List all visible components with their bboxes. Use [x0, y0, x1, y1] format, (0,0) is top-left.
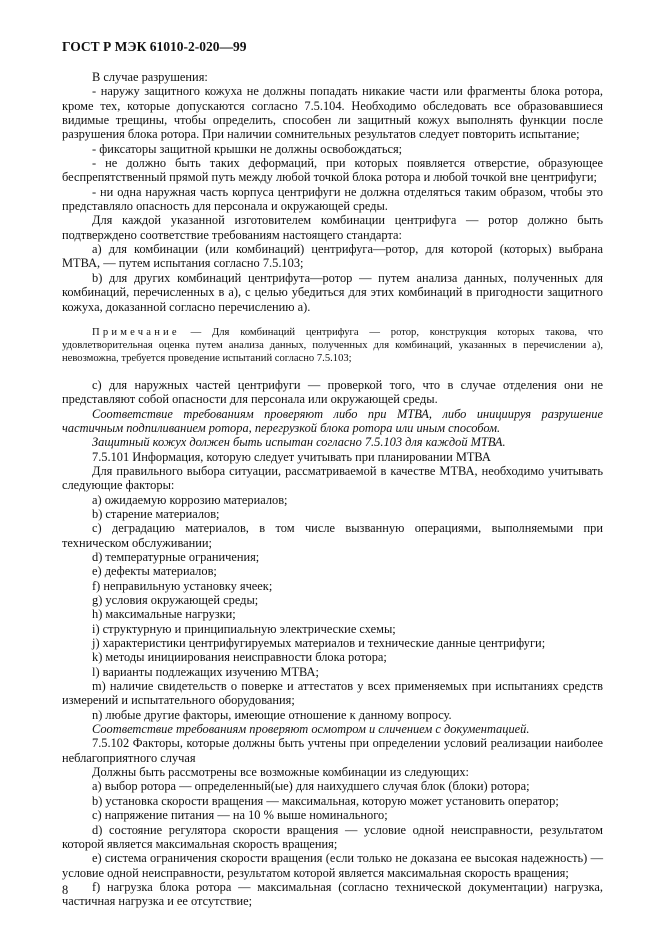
body-paragraph: a) ожидаемую коррозию материалов;	[92, 492, 288, 507]
body-paragraph: b) установка скорости вращения — максимальная, которую может установить оператор;	[92, 793, 559, 808]
body-paragraph: - не должно быть таких деформаций, при которых появляется отверстие, образующее беспрепятственный прямой путь между любой точкой блока ротора и любой точкой вне центрифуги;	[62, 156, 603, 185]
body-paragraph: b) старение материалов;	[92, 506, 220, 521]
document-header: ГОСТ Р МЭК 61010-2-020—99	[62, 39, 247, 54]
body-paragraph: - наружу защитного кожуха не должны попадать никакие части или фрагменты блока ротора, кроме тех, которые допускаются согласно 7.5.104. Необходимо обследовать все образовавшиеся видимые трещины, чтобы определить, способен ли защитный кожух выполнять функции после разрушения блока ротора. При наличии сомнительных результатов следует повторить испытание;	[62, 84, 603, 142]
body-paragraph: Должны быть рассмотрены все возможные комбинации из следующих:	[92, 765, 469, 780]
body-paragraph: h) максимальные нагрузки;	[92, 607, 236, 622]
body-paragraph: 7.5.101 Информация, которую следует учитывать при планировании МТВА	[92, 449, 491, 464]
body-paragraph: n) любые другие факторы, имеющие отношение к данному вопросу.	[92, 707, 452, 722]
body-paragraph: e) система ограничения скорости вращения (если только не доказана ее высокая надежность) — условие одной неисправности, результатом которой является максимальная скорость вращения;	[62, 851, 603, 880]
body-paragraph: d) состояние регулятора скорости вращения — условие одной неисправности, результатом которой является максимальная скорость вращения;	[62, 822, 603, 851]
body-paragraph: Для каждой указанной изготовителем комбинации центрифуга — ротор должно быть подтверждено соответствие требованиям настоящего стандарта:	[62, 213, 603, 242]
compliance-paragraph: Соответствие требованиям проверяют осмотром и сличением с документацией.	[92, 722, 530, 737]
body-paragraph: c) деградацию материалов, в том числе вызванную операциями, выполняемыми при техническом обслуживании;	[62, 521, 603, 550]
body-paragraph: a) для комбинации (или комбинаций) центрифуга—ротор, для которой (которых) выбрана МТВА, — путем испытания согласно 7.5.103;	[62, 242, 603, 271]
body-paragraph: l) варианты подлежащих изучению МТВА;	[92, 664, 319, 679]
body-paragraph: В случае разрушения:	[92, 70, 208, 84]
body-paragraph: k) методы инициирования неисправности блока ротора;	[92, 650, 387, 665]
body-paragraph: 7.5.102 Факторы, которые должны быть учтены при определении условий реализации наиболее неблагоприятного случая	[62, 736, 603, 765]
document-body	[62, 70, 603, 909]
body-paragraph: f) неправильную установку ячеек;	[92, 578, 273, 593]
note-text: — Для комбинаций центрифуга — ротор, конструкция которых такова, что удовлетворительная оценка путем анализа данных, полученных для комбинаций, указанных в перечислении а), невозможна, требуется проведение испытаний согласно 7.5.103;	[62, 326, 603, 364]
body-paragraph: a) выбор ротора — определенный(ые) для наихудшего случая блок (блоки) ротора;	[92, 779, 530, 794]
body-paragraph: c) напряжение питания — на 10 % выше номинального;	[92, 808, 388, 823]
body-paragraph: - ни одна наружная часть корпуса центрифуги не должна отделяться таким образом, чтобы это представляло опасность для персонала и окружающей среды.	[62, 184, 603, 214]
body-paragraph: j) характеристики центрифугируемых материалов и технические данные центрифуги;	[92, 636, 546, 651]
body-paragraph: c) для наружных частей центрифуги — проверкой того, что в случае отделения они не представляют собой опасности для персонала или окружающей среды.	[62, 377, 603, 407]
compliance-paragraph: Защитный кожух должен быть испытан согласно 7.5.103 для каждой МТВА.	[92, 435, 506, 450]
body-paragraph: m) наличие свидетельств о поверке и аттестатов у всех применяемых при испытаниях средств измерений и испытательного оборудования;	[62, 679, 603, 708]
body-paragraph: g) условия окружающей среды;	[92, 593, 259, 607]
body-paragraph: - фиксаторы защитной крышки не должны освобождаться;	[92, 141, 403, 156]
note-paragraph	[62, 326, 603, 365]
page-number: 8	[62, 883, 69, 897]
compliance-paragraph: Соответствие требованиям проверяют либо при МТВА, либо инициируя разрушение частичным подпиливанием ротора, перегрузкой блока ротора или иным способом.	[62, 406, 603, 435]
body-paragraph: e) дефекты материалов;	[92, 564, 217, 579]
body-paragraph: f) нагрузка блока ротора — максимальная (согласно технической документации) нагрузка, частичная нагрузка и ее отсутствие;	[62, 879, 603, 909]
body-paragraph: Для правильного выбора ситуации, рассматриваемой в качестве МТВА, необходимо учитывать следующие факторы:	[62, 463, 603, 493]
body-paragraph: i) структурную и принципиальную электрические схемы;	[92, 621, 396, 636]
body-paragraph: b) для других комбинаций центрифута—ротор — путем анализа данных, полученных для комбинаций, перечисленных в а), с целью убедиться для этих комбинаций в пригодности защитного кожуха, доказанной согласно перечислению а).	[62, 270, 603, 314]
note-label: Примечание	[92, 326, 180, 338]
body-paragraph: d) температурные ограничения;	[92, 549, 260, 564]
